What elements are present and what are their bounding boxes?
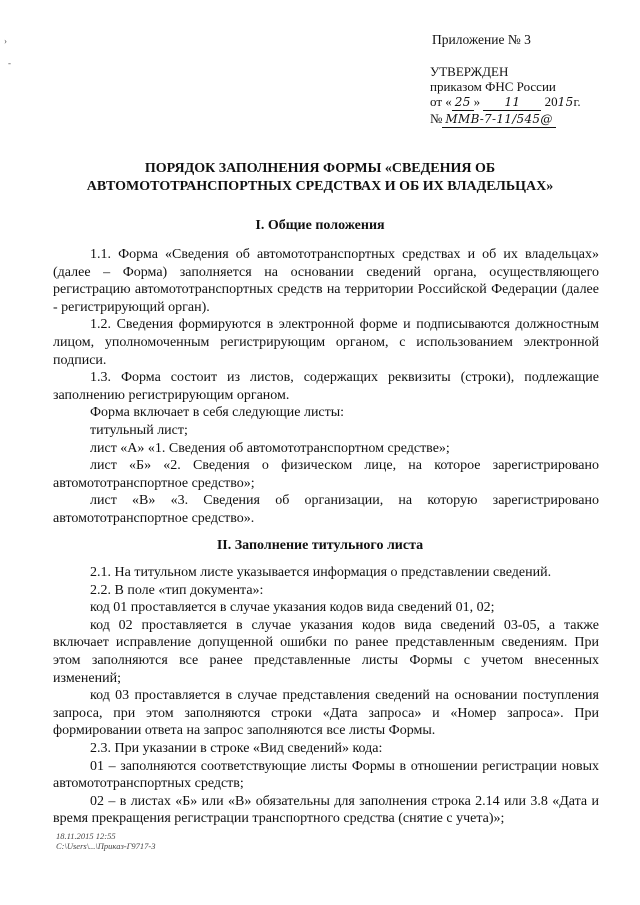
approved-label: УТВЕРЖДЕН [430, 64, 509, 79]
margin-mark: - [8, 58, 11, 68]
order-number: № ММВ-7-11/545@ [430, 111, 581, 128]
file-footer: 18.11.2015 12:55 C:\Users\...\Приказ-Г9717-3 [56, 831, 156, 851]
paragraph: код 03 проставляется в случае представления сведений на основании поступления запроса, при этом заполняются строки «Дата запроса» и «Номер запроса». При формировании ответа на запрос заполняются все листы Формы. [53, 688, 599, 739]
order-date: от « 25 » 11 2015г. [430, 94, 581, 109]
section-1-heading: I. Общие положения [255, 218, 385, 233]
paragraph: код 01 проставляется в случае указания кодов вида сведений 01, 02; [90, 600, 495, 616]
date-day: 25 [452, 95, 474, 111]
order-by-label: приказом ФНС России [430, 79, 556, 94]
paragraph: 1.2. Сведения формируются в электронной форме и подписываются должностным лицом, уполномоченным регистрирующим органом, с использованием электронной подписи. [53, 317, 599, 368]
paragraph: 01 – заполняются соответствующие листы Формы в отношении регистрации новых автомототранспортных средств; [53, 758, 599, 792]
paragraph: 02 – в листах «Б» или «В» обязательны для заполнения строка 2.14 или 3.8 «Дата и время прекращения регистрации транспортного средства (снятие с учета)»; [53, 793, 599, 827]
margin-mark: › [4, 36, 7, 46]
paragraph: Форма включает в себя следующие листы: [90, 405, 345, 421]
section-2-body [53, 564, 599, 828]
section-1-body [53, 246, 599, 528]
document-title: ПОРЯДОК ЗАПОЛНЕНИЯ ФОРМЫ «СВЕДЕНИЯ ОБ АВТОМОТОТРАНСПОРТНЫХ СРЕДСТВАХ И ОБ ИХ ВЛАДЕЛЬЦАХ» [86, 161, 554, 194]
paragraph: 2.3. При указании в строке «Вид сведений» кода: [90, 740, 383, 756]
paragraph: лист «Б» «2. Сведения о физическом лице, на которое зарегистрировано автомототранспортное средство»; [53, 458, 599, 491]
date-month: 11 [483, 95, 541, 111]
paragraph: лист «А» «1. Сведения об автомототранспортном средстве»; [90, 440, 450, 456]
paragraph: 2.2. В поле «тип документа»: [90, 582, 264, 598]
paragraph: лист «В» «3. Сведения об организации, на которую зарегистрировано автомототранспортное средство». [53, 493, 599, 526]
section-2-heading: II. Заполнение титульного листа [216, 538, 424, 553]
paragraph: код 02 проставляется в случае указания кодов вида сведений 03-05, а также включает исправление допущенной ошибки по ранее представленным сведениям. При этом заполняются все ранее представленные листы Формы с учетом внесенных изменений; [53, 617, 599, 686]
paragraph: 1.3. Форма состоит из листов, содержащих реквизиты (строки), подлежащие заполнению регистрирующим органом. [53, 370, 599, 403]
paragraph: 2.1. На титульном листе указывается информация о представлении сведений. [90, 565, 552, 580]
date-year: 15 [557, 95, 574, 109]
paragraph: титульный лист; [90, 422, 188, 438]
appendix-label: Приложение № 3 [432, 32, 531, 47]
paragraph: 1.1. Форма «Сведения об автомототранспортных средствах и об их владельцах» (далее – Форма) заполняется на основании сведений органа, осуществляющего регистрацию автомототранспортных средств на территории Российской Федерации (далее - регистрирующий орган). [53, 247, 599, 315]
order-number-value: ММВ-7-11/545@ [442, 112, 555, 128]
approval-block [430, 64, 581, 128]
